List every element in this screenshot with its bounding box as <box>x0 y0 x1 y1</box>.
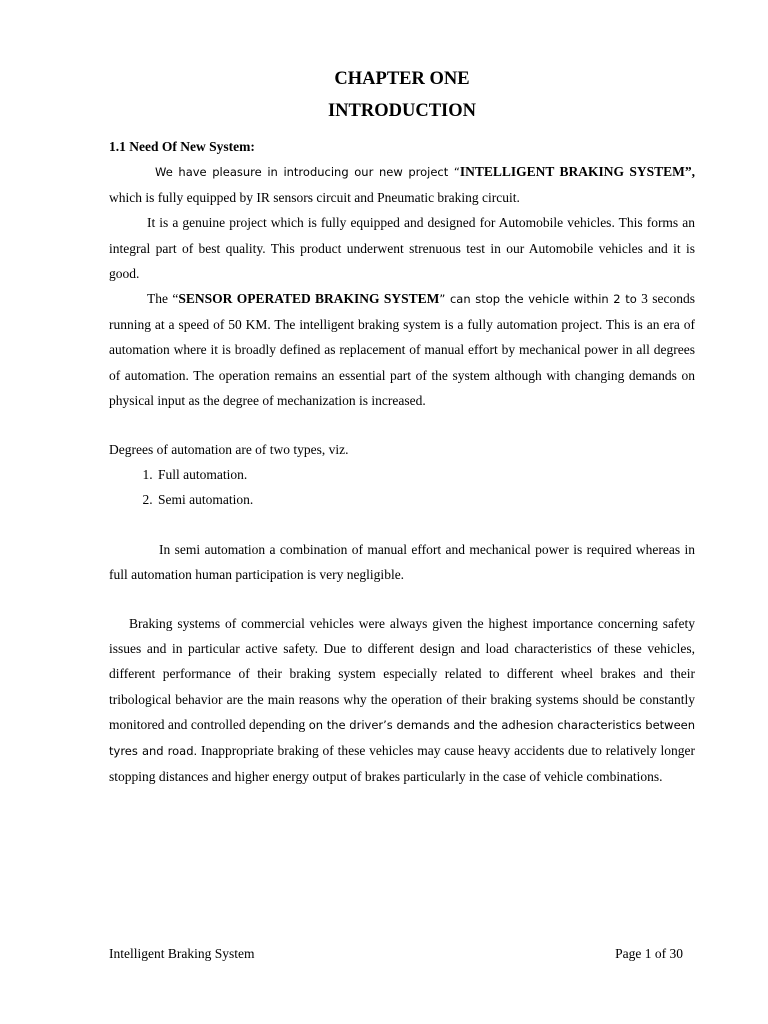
section-heading: 1.1 Need Of New System: <box>109 139 255 154</box>
automation-types-list <box>109 462 695 512</box>
paragraph-intro <box>109 159 695 210</box>
spacer <box>109 587 695 611</box>
project-name: INTELLIGENT BRAKING SYSTEM”, <box>459 164 695 179</box>
page-content <box>109 66 695 789</box>
paragraph-semi-automation: In semi automation a combination of manual effort and mechanical power is required whereas in full automation human participation is very negligible. <box>109 541 695 582</box>
chapter-title: CHAPTER ONE <box>334 69 470 89</box>
braking-text-end: Inappropriate braking of these vehicles may cause heavy accidents due to relatively longer stopping distances and higher energy output of brakes particularly in the case of vehicle combinations. <box>109 743 695 785</box>
paragraph-braking-systems <box>109 611 695 789</box>
sensor-text-mid: ” can stop the vehicle within 2 to <box>439 292 637 307</box>
paragraph-genuine-project: It is a genuine project which is fully equipped and designed for Automobile vehicles. This forms an integral part of best quality. This product underwent strenuous test in our Automobile vehicles and it is good. <box>109 215 695 281</box>
footer-document-title: Intelligent Braking System <box>109 946 255 961</box>
chapter-subtitle: INTRODUCTION <box>327 101 477 121</box>
sensor-text-start: The “ <box>147 291 179 307</box>
spacer <box>109 413 695 437</box>
paragraph-sensor-system <box>109 286 695 413</box>
sensor-system-name: SENSOR OPERATED BRAKING SYSTEM <box>178 291 440 307</box>
list-item: 1. Full automation. <box>156 462 695 487</box>
intro-text: We have pleasure in introducing our new project “ <box>155 165 460 179</box>
sensor-text-end: 3 seconds running at a speed of 50 KM. The intelligent braking system is a fully automation project. This is an era of automation where it is broadly defined as replacement of manual effort by mechanical power in all degrees of automation. The operation remains an essential part of the system although with changing demands on physical input as the degree of mechanization is increased. <box>109 291 695 408</box>
braking-text-sans: on the driver’s demands and the adhesion characteristics between tyres and road. <box>109 717 696 759</box>
spacer <box>109 513 695 537</box>
intro-text-end: which is fully equipped by IR sensors circuit and Pneumatic braking circuit. <box>109 190 520 206</box>
list-item: 2. Semi automation. <box>156 487 695 512</box>
braking-text-start: Braking systems of commercial vehicles were always given the highest importance concerning safety issues and in particular active safety. Due to different design and load characteristics of these vehicles, different performance of their braking system especially related to different wheel brakes and their tribological behavior are the main reasons why the operation of their braking systems should be constantly monitored and controlled depending <box>109 616 695 732</box>
degrees-intro: Degrees of automation are of two types, viz. <box>109 442 349 458</box>
footer-page-number: Page 1 of 30 <box>615 946 683 961</box>
